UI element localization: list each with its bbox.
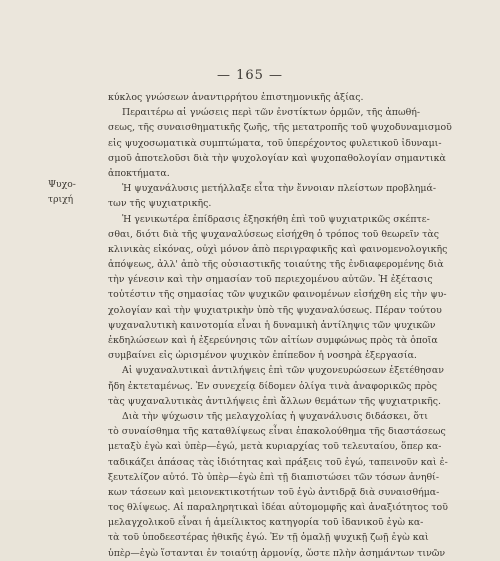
text-line: ἀπόψεως, ἀλλ' ἀπὸ τῆς οὐσιαστικῆς τοιαύτης τῆς ἐνδιαφερομένης διὰ <box>108 259 444 271</box>
paragraph <box>108 409 448 561</box>
text-line: Περαιτέρω αἱ γνώσεις περὶ τῶν ἐνστίκτων ὁρμῶν, τῆς ἀπωθή- <box>122 107 421 119</box>
text-line: ἐκδηλώσεων καὶ ἡ ἐξερεύνησις τῶν αἰτίων συμφώνως πρὸς τὰ ὁποῖα <box>108 335 438 346</box>
text-line: κλινικὰς εἰκόνας, οὐχὶ μόνον ἀπὸ περιγραφικῆς καὶ φαινομενολογικῆς <box>108 243 448 255</box>
text-line: τοὐτέστιν τῆς σημασίας τῶν ψυχικῶν φαινομένων εἰσήχθη εἰς τὴν ψυ- <box>108 289 447 301</box>
margin-note-line: τριχή <box>48 194 74 206</box>
margin-note-line: Ψυχο- <box>48 179 76 190</box>
text-line: Διὰ τὴν ψύχωσιν τῆς μελαγχολίας ἡ ψυχανάλυσις διδάσκει, ὅτι <box>122 410 428 422</box>
text-line: μεταξὺ ἐγὼ καὶ ὑπὲρ—ἐγώ, μετὰ κυριαρχίας τοῦ τελευταίου, ὅπερ κα- <box>108 441 442 453</box>
text-line: ἤδη ἐκτεταμένως. Ἐν συνεχείᾳ δίδομεν ὀλίγα τινὰ ἀναφορικῶς πρὸς <box>108 380 438 392</box>
text-line: τὰ τοῦ ὑποδεεστέρας ἠθικῆς ἐγώ. Ἐν τῇ ὁμαλῇ ψυχικῇ ζωῇ ἐγὼ καὶ <box>108 532 429 544</box>
text-line: ὑπὲρ—ἐγὼ ἵστανται ἐν τοιαύτῃ ἁρμονίᾳ, ὥστε πλὴν ἀσημάντων τινῶν <box>108 547 446 559</box>
text-line: εἰς ψυχοσωματικὰ συμπτώματα, τοῦ ὑπερέχοντος φυλετικοῦ ἰδυναμι- <box>108 137 442 149</box>
text-line: τὸ συναίσθημα τῆς καταθλίψεως εἶναι ἐπακολούθημα τῆς διαστάσεως <box>108 426 446 438</box>
text-line: τὰς ψυχαναλυτικὰς ἀντιλήψεις ἐπὶ ἄλλων θεμάτων τῆς ψυχιατρικῆς. <box>108 395 442 407</box>
paragraph <box>108 212 448 364</box>
text-line: Ἡ ψυχανάλυσις μετήλλαξε εἶτα τὴν ἔννοιαν πλείστων προβλημά- <box>122 183 436 195</box>
text-line: ψυχαναλυτικὴ καινοτομία εἶναι ἡ δυναμικὴ ἀντίληψις τῶν ψυχικῶν <box>108 319 436 331</box>
text-line: χολογίαν καὶ τὴν ψυχιατρικὴν ὑπὸ τῆς ψυχαναλύσεως. Πέραν τούτου <box>108 304 442 316</box>
text-line: Ἡ γενικωτέρα ἐπίδρασις ἐξησκήθη ἐπὶ τοῦ ψυχιατρικῶς σκέπτε- <box>122 213 430 225</box>
paragraph <box>108 90 388 105</box>
text-line: κων τάσεων καὶ μειονεκτικοτήτων τοῦ ἐγὼ ἀντιδρᾷ διὰ συναισθήμα- <box>108 486 440 498</box>
text-line: ταδικάζει ἁπάσας τὰς ἰδιότητας καὶ πράξεις τοῦ ἐγώ, ταπεινοῦν καὶ ἐ- <box>108 456 448 468</box>
paragraph <box>108 105 452 181</box>
text-line: Αἱ ψυχαναλυτικαὶ ἀντιλήψεις ἐπὶ τῶν ψυχονευρώσεων ἐξετέθησαν <box>122 365 444 377</box>
margin-note <box>48 177 96 207</box>
page-number: — 165 — <box>216 68 284 83</box>
text-line: τὴν γένεσιν καὶ τὴν σημασίαν τοῦ περιεχομένου αὐτῶν. Ἡ ἐξέτασις <box>108 274 433 286</box>
body-text <box>108 90 452 561</box>
text-line: τος θλίψεως. Αἱ παραληρητικαὶ ἰδέαι αὐτομομφῆς καὶ ἀναξιότητος τοῦ <box>108 502 448 514</box>
text-line: των τῆς ψυχιατρικῆς. <box>108 198 212 210</box>
text-line: σμοῦ ἀποτελοῦσι διὰ τὴν ψυχολογίαν καὶ ψυχοπαθολογίαν σημαντικὰ <box>108 152 446 164</box>
text-line: μελαγχολικοῦ εἶναι ἡ ἀμείλικτος κατηγορία τοῦ ἰδανικοῦ ἐγὼ κα- <box>108 517 424 529</box>
paragraph <box>108 363 444 409</box>
text-line: ἀποκτήματα. <box>108 167 170 179</box>
paragraph <box>108 181 436 211</box>
text-line: κύκλος γνώσεων ἀναντιρρήτου ἐπιστημονικῆς ἀξίας. <box>108 92 364 103</box>
text-line: σεως, τῆς συναισθηματικῆς ζωῆς, τῆς μετατροπῆς τοῦ ψυχοδυναμισμοῦ <box>108 122 452 134</box>
text-line: συμβαίνει εἰς ὡρισμένον ψυχικὸν ἐπίπεδον ἡ νοσηρὰ ἐξεργασία. <box>108 350 417 362</box>
text-line: ξευτελίζον αὐτό. Τὸ ὑπὲρ—ἐγὼ ἐπὶ τῇ διαπιστώσει τῶν τόσων ἀνηθί- <box>108 471 439 483</box>
text-line: σθαι, διότι διὰ τῆς ψυχαναλύσεως εἰσήχθη ὁ τρόπος τοῦ θεωρεῖν τὰς <box>108 228 439 240</box>
